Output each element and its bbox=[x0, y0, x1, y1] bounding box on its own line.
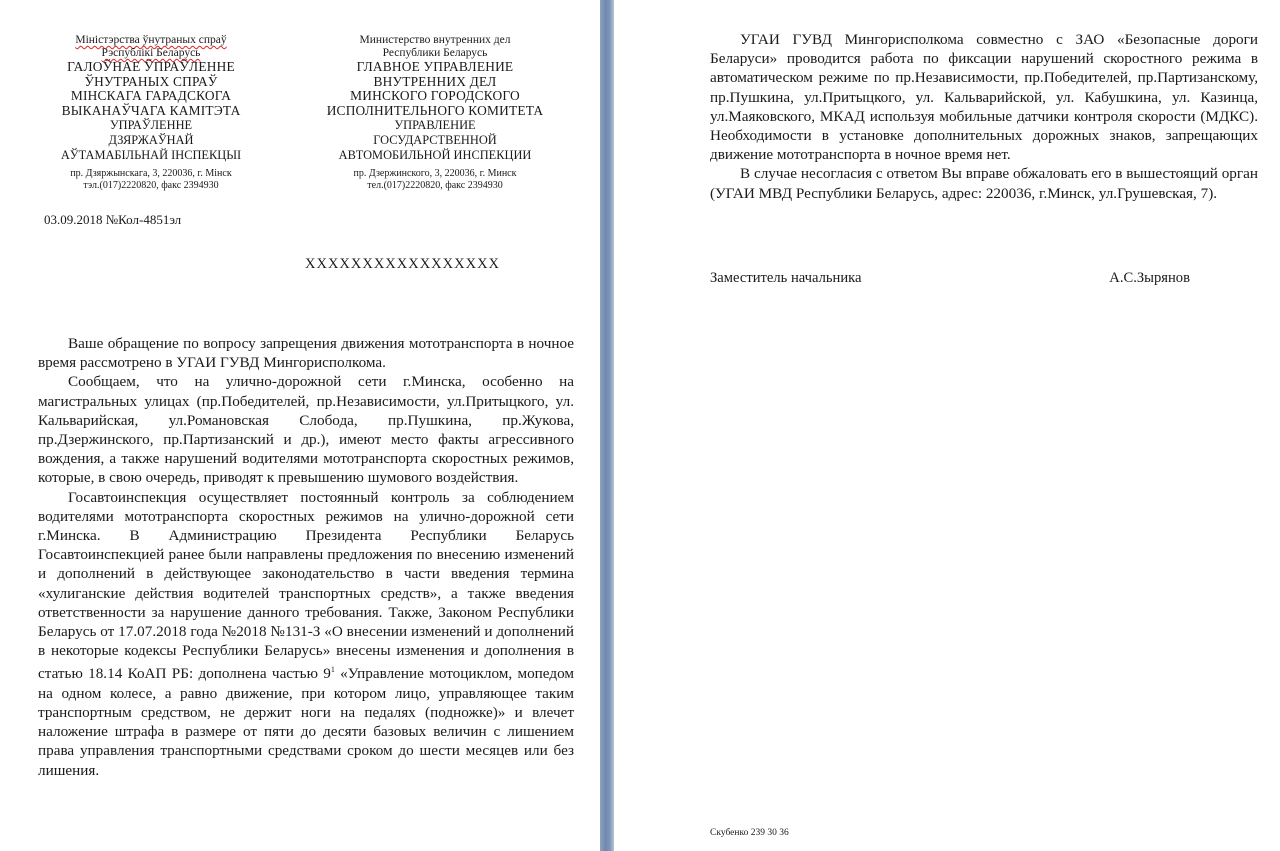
letterhead-line: УПРАЎЛЕННЕ bbox=[109, 118, 193, 133]
letterhead-line: ИСПОЛНИТЕЛЬНОГО КОМИТЕТА bbox=[326, 102, 544, 118]
paragraph-text: «Управление мотоциклом, мопедом на одном колесе, а равно движение, при котором лицо, управляющее таким транспортным средством, не держит ноги на педалях (подножке)» и влечет наложение штрафа в размере от пяти до десяти базовых величин с лишением права управления транспортными средствами сроком до шести месяцев или без лишения. bbox=[38, 665, 574, 779]
letterhead-line: ГАЛОЎНАЕ ЎПРАЎЛЕННЕ bbox=[67, 59, 235, 74]
paragraph: Ваше обращение по вопросу запрещения движения мототранспорта в ночное время рассмотрено в УГАИ ГУВД Мингорисполкома. bbox=[38, 335, 574, 372]
registration-number: 03.09.2018 №Кол-4851эл bbox=[44, 212, 182, 227]
signature-position: Заместитель начальника bbox=[710, 270, 862, 286]
signature-block bbox=[710, 270, 1190, 287]
letterhead-republic: Республики Беларусь bbox=[382, 47, 488, 59]
letter-page-right bbox=[614, 0, 1280, 851]
superscript: 1 bbox=[330, 665, 335, 675]
letterhead-line: МИНСКОГО ГОРОДСКОГО bbox=[350, 88, 520, 104]
signature-name: А.С.Зырянов bbox=[1109, 270, 1190, 286]
letterhead-ministry: Министерство внутренних дел bbox=[359, 34, 511, 46]
letterhead-address: пр. Дзяржынскага, 3, 220036, г. Мінск bbox=[70, 168, 232, 180]
paragraph bbox=[38, 488, 574, 780]
letterhead-line: ВНУТРЕННИХ ДЕЛ bbox=[373, 73, 497, 89]
paragraph: Сообщаем, что на улично-дорожной сети г.Минска, особенно на магистральных улицах (пр.Победителей, пр.Независимости, ул.Притыцкого, ул. Кальварийская, ул.Романовская Слобода, пр.Пушкина, пр.Жукова, пр.Дзержинского, пр.Партизанский и др.), имеют место факты агрессивного вождения, а также нарушений водителями мототранспорта скоростных режимов, которые, в свою очередь, приводят к превышению шумового воздействия. bbox=[38, 373, 574, 487]
letterhead-line: АЎТАМАБІЛЬНАЙ ІНСПЕКЦЫІ bbox=[60, 147, 242, 162]
letter-body-left bbox=[38, 334, 574, 780]
letterhead-line: ГОСУДАРСТВЕННОЙ bbox=[373, 132, 497, 147]
letterhead-line: АВТОМОБИЛЬНОЙ ИНСПЕКЦИИ bbox=[338, 147, 532, 162]
letterhead-russian bbox=[310, 34, 560, 192]
letterhead-belarusian bbox=[38, 34, 264, 192]
letterhead-line: ГЛАВНОЕ УПРАВЛЕНИЕ bbox=[356, 59, 514, 74]
letterhead-phone: тел.(017)2220820, факс 2394930 bbox=[367, 180, 503, 192]
letter-page-left bbox=[0, 0, 600, 851]
letterhead-line: ЎНУТРАНЫХ СПРАЎ bbox=[84, 73, 218, 89]
paragraph-text: Госавтоинспекция осуществляет постоянный контроль за соблюдением водителями мототранспорта скоростных режимов на улично-дорожной сети г.Минска. В Администрацию Президента Республики Беларусь Госавтоинспекцией ранее были направлены предложения по внесению изменений и дополнений в действующее законодательство в части введения термина «хулиганские действия водителей транспортных средств», а также введения ответственности за нарушение данного требования. Также, Законом Республики Беларусь от 17.07.2018 года №2018 №131-З «О внесении изменений и дополнений в некоторые кодексы Республики Беларусь» внесены изменения и дополнения в статью 18.14 КоАП РБ: дополнена частью 9 bbox=[38, 488, 574, 683]
letter-body-right bbox=[710, 30, 1258, 203]
letterhead-phone: тэл.(017)2220820, факс 2394930 bbox=[83, 180, 219, 192]
paragraph: В случае несогласия с ответом Вы вправе обжаловать его в вышестоящий орган (УГАИ МВД Республики Беларусь, адрес: 220036, г.Минск, ул.Грушевская, 7). bbox=[710, 165, 1258, 202]
letterhead-line: ДЗЯРЖАЎНАЙ bbox=[108, 132, 194, 147]
letterhead-address: пр. Дзержинского, 3, 220036, г. Минск bbox=[353, 168, 517, 180]
letterhead-line: ВЫКАНАЎЧАГА КАМІТЭТА bbox=[61, 102, 241, 118]
letterhead-republic: Рэспублікі Беларусь bbox=[101, 47, 201, 59]
letterhead-ministry: Міністэрства ўнутраных спраў bbox=[75, 34, 227, 46]
page-divider bbox=[600, 0, 614, 851]
executor-note: Скубенко 239 30 36 bbox=[710, 828, 789, 838]
letterhead-line: УПРАВЛЕНИЕ bbox=[394, 118, 476, 133]
addressee: XXXXXXXXXXXXXXXXX bbox=[305, 256, 501, 272]
letterhead-line: МІНСКАГА ГАРАДСКОГА bbox=[70, 88, 232, 104]
paragraph: УГАИ ГУВД Мингорисполкома совместно с ЗАО «Безопасные дороги Беларуси» проводится работа по фиксации нарушений скоростного режима в автоматическом режиме по пр.Независимости, пр.Победителей, пр.Партизанскому, пр.Пушкина, ул.Притыцкого, ул. Кальварийской, ул. Кабушкина, ул. Казинца, ул.Маяковского, МКАД используя мобильные датчики контроля скорости (МДКС). Необходимости в установке дополнительных дорожных знаков, запрещающих движение мототранспорта в ночное время нет. bbox=[710, 31, 1258, 164]
